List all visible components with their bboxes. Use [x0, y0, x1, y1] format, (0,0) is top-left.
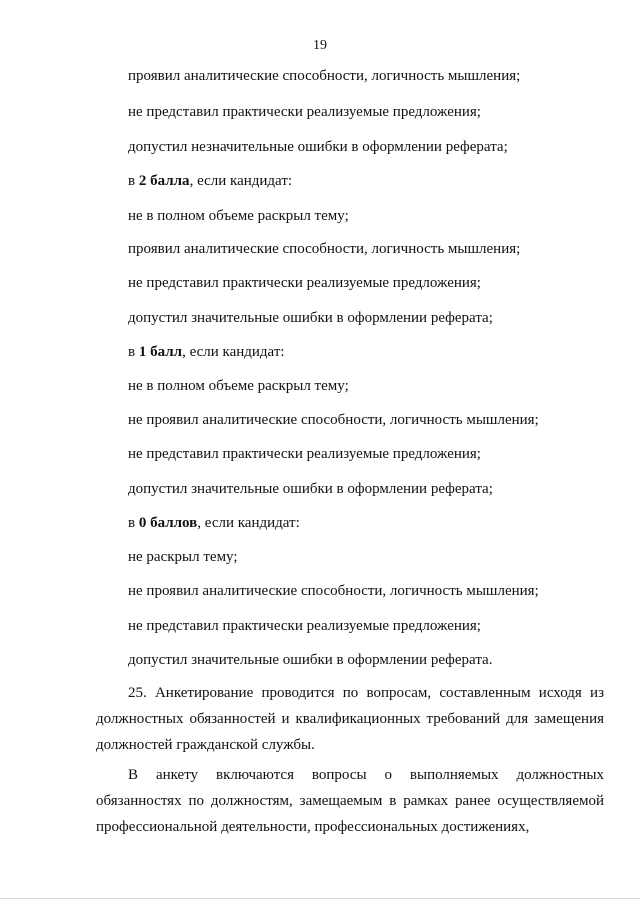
criteria-line-16: не проявил аналитические способности, логичность мышления; — [128, 583, 539, 599]
score-prefix: в — [128, 173, 139, 189]
criteria-line-6: проявил аналитические способности, логичность мышления; — [128, 241, 521, 257]
criteria-line-7: не представил практически реализуемые предложения; — [128, 275, 481, 291]
criteria-line-1: проявил аналитические способности, логичность мышления; — [128, 68, 521, 84]
criteria-line-15: не раскрыл тему; — [128, 549, 238, 565]
score-suffix: , если кандидат: — [189, 173, 293, 189]
score-heading-0 — [128, 514, 300, 532]
score-value: 0 баллов — [138, 515, 198, 531]
criteria-line-2: не представил практически реализуемые предложения; — [128, 104, 481, 120]
score-suffix: , если кандидат: — [197, 515, 300, 531]
criteria-line-11: не проявил аналитические способности, логичность мышления; — [128, 412, 539, 428]
score-value: 2 балла — [138, 173, 190, 189]
criteria-line-12: не представил практически реализуемые предложения; — [128, 446, 481, 462]
page-bottom-edge — [0, 898, 640, 905]
paragraph-25: 25. Анкетирование проводится по вопросам, составленным исходя из должностных обязанностей и квалификационных требований для замещения должностей гражданской службы. — [96, 685, 604, 753]
score-heading-1 — [128, 343, 285, 361]
score-value: 1 балл — [138, 344, 183, 360]
criteria-line-17: не представил практически реализуемые предложения; — [128, 618, 481, 634]
paragraph-anketa: В анкету включаются вопросы о выполняемых должностных обязанностях по должностям, замещаемым в рамках ранее осуществляемой профессиональной деятельности, профессиональных достижениях, — [96, 767, 604, 835]
criteria-line-10: не в полном объеме раскрыл тему; — [128, 378, 349, 394]
criteria-line-5: не в полном объеме раскрыл тему; — [128, 208, 349, 224]
score-heading-2 — [128, 172, 292, 190]
criteria-line-13: допустил значительные ошибки в оформлении реферата; — [128, 481, 493, 497]
score-suffix: , если кандидат: — [182, 344, 285, 360]
criteria-line-8: допустил значительные ошибки в оформлении реферата; — [128, 310, 493, 326]
criteria-line-18: допустил значительные ошибки в оформлении реферата. — [128, 652, 493, 668]
score-prefix: в — [128, 344, 139, 360]
page-number: 19 — [313, 38, 327, 53]
score-prefix: в — [128, 515, 139, 531]
criteria-line-3: допустил незначительные ошибки в оформлении реферата; — [128, 139, 508, 155]
